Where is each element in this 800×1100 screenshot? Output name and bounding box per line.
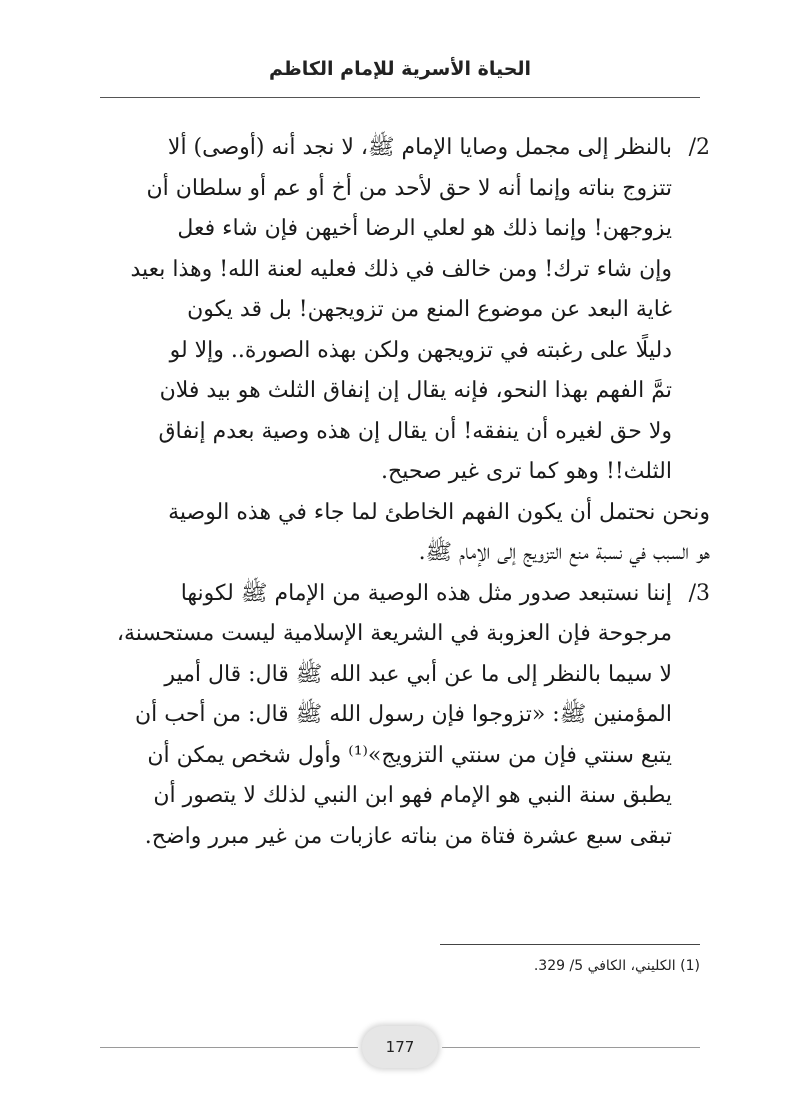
text-line: يزوجهن! وإنما ذلك هو لعلي الرضا أخيهن فإن شاء فعل [177, 216, 672, 241]
text-line: يطبق سنة النبي هو الإمام فهو ابن النبي لذلك لا يتصور أن [153, 783, 672, 808]
footer-rule-right [442, 1047, 700, 1048]
main-text [100, 128, 710, 857]
text-line: تبقى سبع عشرة فتاة من بناته عازبات من غير مبرر واضح. [144, 823, 672, 849]
text-line: وإن شاء ترك! ومن خالف في ذلك فعليه لعنة الله! وهذا بعيد [130, 256, 672, 282]
text-line: ونحن نحتمل أن يكون الفهم الخاطئ لما جاء في هذه الوصية [168, 499, 710, 525]
text-line: لا سيما بالنظر إلى ما عن أبي عبد الله ﷺ قال: قال أمير [164, 661, 672, 687]
footnote-divider [440, 944, 700, 945]
list-item-2 [100, 128, 710, 493]
list-item-body [100, 574, 672, 858]
paragraph [100, 493, 710, 574]
text-line: تمَّ الفهم بهذا النحو، فإنه يقال إن إنفاق الثلث هو بيد فلان [159, 378, 672, 403]
text-line: يتبع سنتي فإن من سنتي التزويج»⁽¹⁾ وأول شخص يمكن أن [147, 742, 672, 768]
text-line: المؤمنين ﷺ: «تزوجوا فإن رسول الله ﷺ قال: من أحب أن [134, 702, 672, 727]
text-line: مرجوحة فإن العزوبة في الشريعة الإسلامية ليست مستحسنة، [116, 621, 672, 646]
text-line: تتزوج بناته وإنما أنه لا حق لأحد من أخ أو عم أو سلطان أن [146, 175, 672, 201]
text-line: هو السبب في نسبة منع التزويج إلى الإمام ﷺ. [418, 540, 710, 565]
page-number: 177 [362, 1026, 438, 1068]
header-divider [100, 97, 700, 98]
text-line: دليلًا على رغبته في تزويجهن ولكن بهذه الصورة.. وإلا لو [169, 337, 672, 363]
text-line: بالنظر إلى مجمل وصايا الإمام ﷺ، لا نجد أنه (أوصى) ألا [167, 135, 672, 160]
text-line: إننا نستبعد صدور مثل هذه الوصية من الإمام ﷺ لكونها [180, 580, 672, 606]
running-head: الحياة الأسرية للإمام الكاظم [268, 58, 532, 80]
list-item-3 [100, 574, 710, 858]
footnote: (1) الكليني، الكافي 5/ 329. [533, 958, 700, 974]
text-line: غاية البعد عن موضوع المنع من تزويجهن! بل قد يكون [187, 297, 672, 322]
footer-rule-left [100, 1047, 358, 1048]
text-line: الثلث!! وهو كما ترى غير صحيح. [381, 459, 672, 484]
text-line: ولا حق لغيره أن ينفقه! أن يقال إن هذه وصية بعدم إنفاق [158, 418, 672, 444]
list-item-body [100, 128, 672, 493]
list-item-number: 2/ [688, 135, 710, 160]
list-item-number: 3/ [688, 580, 710, 606]
